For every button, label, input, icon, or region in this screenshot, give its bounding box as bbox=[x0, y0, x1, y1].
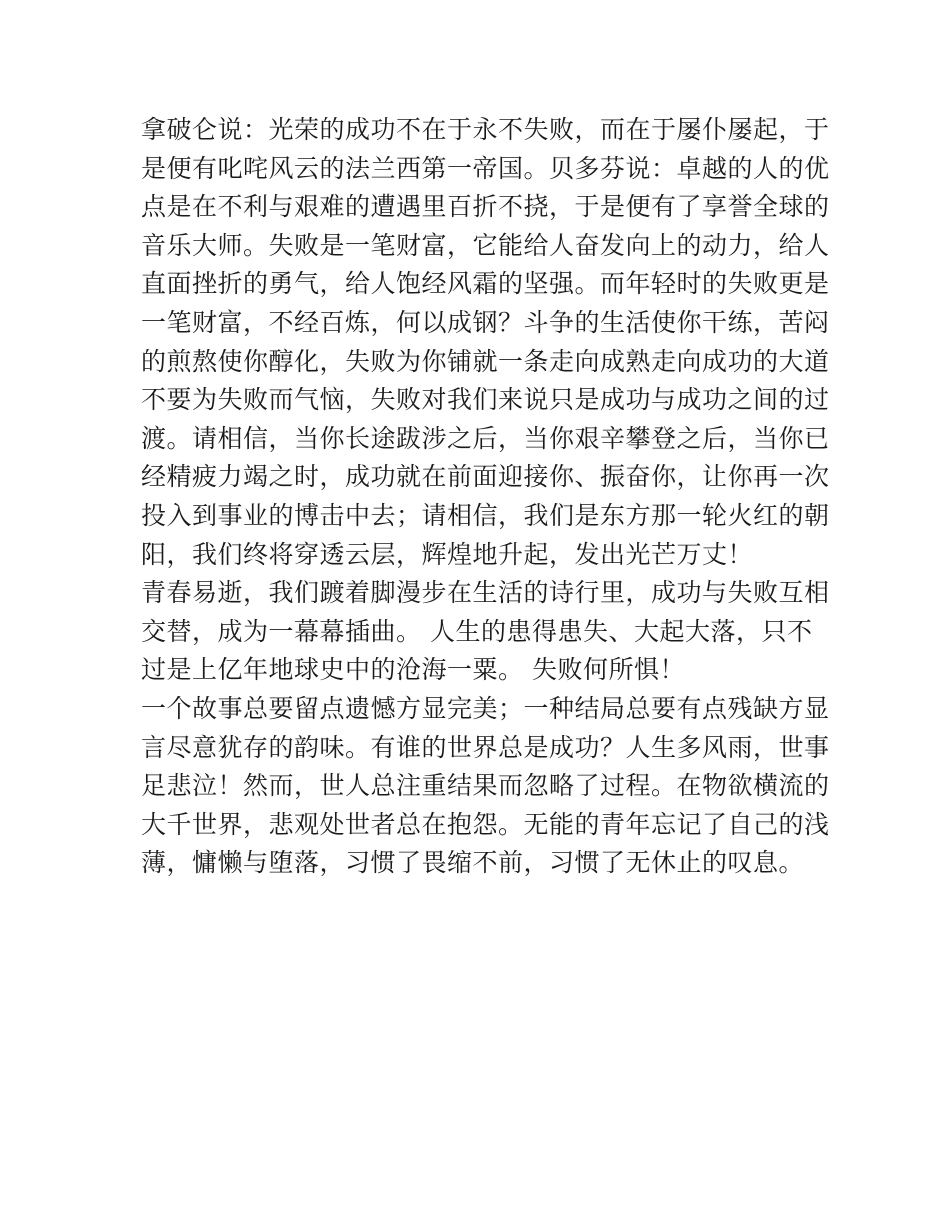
text-line: 拿破仑说：光荣的成功不在于永不失败，而在于屡仆屡起，于 bbox=[141, 115, 830, 144]
text-line: 直面挫折的勇气，给人饱经风霜的坚强。而年轻时的失败更是 bbox=[141, 269, 830, 299]
text-line: 足悲泣！然而，世人总注重结果而忽略了过程。在物欲横流的 bbox=[141, 771, 830, 801]
text-line: 渡。请相信，当你长途跋涉之后，当你艰辛攀登之后，当你已 bbox=[141, 423, 830, 453]
text-line: 不要为失败而气恼，失败对我们来说只是成功与成功之间的过 bbox=[141, 385, 830, 415]
text-line: 经精疲力竭之时，成功就在前面迎接你、振奋你，让你再一次 bbox=[141, 462, 830, 492]
text-line: 交替，成为一幕幕插曲。 人生的患得患失、大起大落，只不 bbox=[141, 616, 813, 646]
text-line: 青春易逝，我们踱着脚漫步在生活的诗行里，成功与失败互相 bbox=[141, 578, 830, 608]
text-line: 言尽意犹存的韵味。有谁的世界总是成功？人生多风雨，世事 bbox=[141, 732, 830, 762]
text-line: 过是上亿年地球史中的沧海一粟。 失败何所惧！ bbox=[141, 655, 685, 685]
text-line: 音乐大师。失败是一笔财富，它能给人奋发向上的动力，给人 bbox=[141, 230, 830, 260]
text-line: 的煎熬使你醇化，失败为你铺就一条走向成熟走向成功的大道 bbox=[141, 346, 830, 376]
text-line: 是便有叱咤风云的法兰西第一帝国。贝多芬说：卓越的人的优 bbox=[141, 153, 830, 183]
text-line: 薄，慵懒与堕落，习惯了畏缩不前，习惯了无休止的叹息。 bbox=[141, 848, 805, 878]
text-line: 投入到事业的博击中去；请相信，我们是东方那一轮火红的朝 bbox=[141, 500, 830, 530]
text-line: 一笔财富，不经百炼，何以成钢？斗争的生活使你干练，苦闷 bbox=[141, 307, 830, 337]
text-line: 阳，我们终将穿透云层，辉煌地升起，发出光芒万丈！ bbox=[141, 539, 754, 569]
document-page bbox=[141, 111, 830, 883]
text-line: 一个故事总要留点遗憾方显完美；一种结局总要有点残缺方显 bbox=[141, 693, 830, 723]
text-line: 大千世界，悲观处世者总在抱怨。无能的青年忘记了自己的浅 bbox=[141, 809, 830, 839]
text-line: 点是在不利与艰难的遭遇里百折不挠，于是便有了享誉全球的 bbox=[141, 192, 830, 222]
